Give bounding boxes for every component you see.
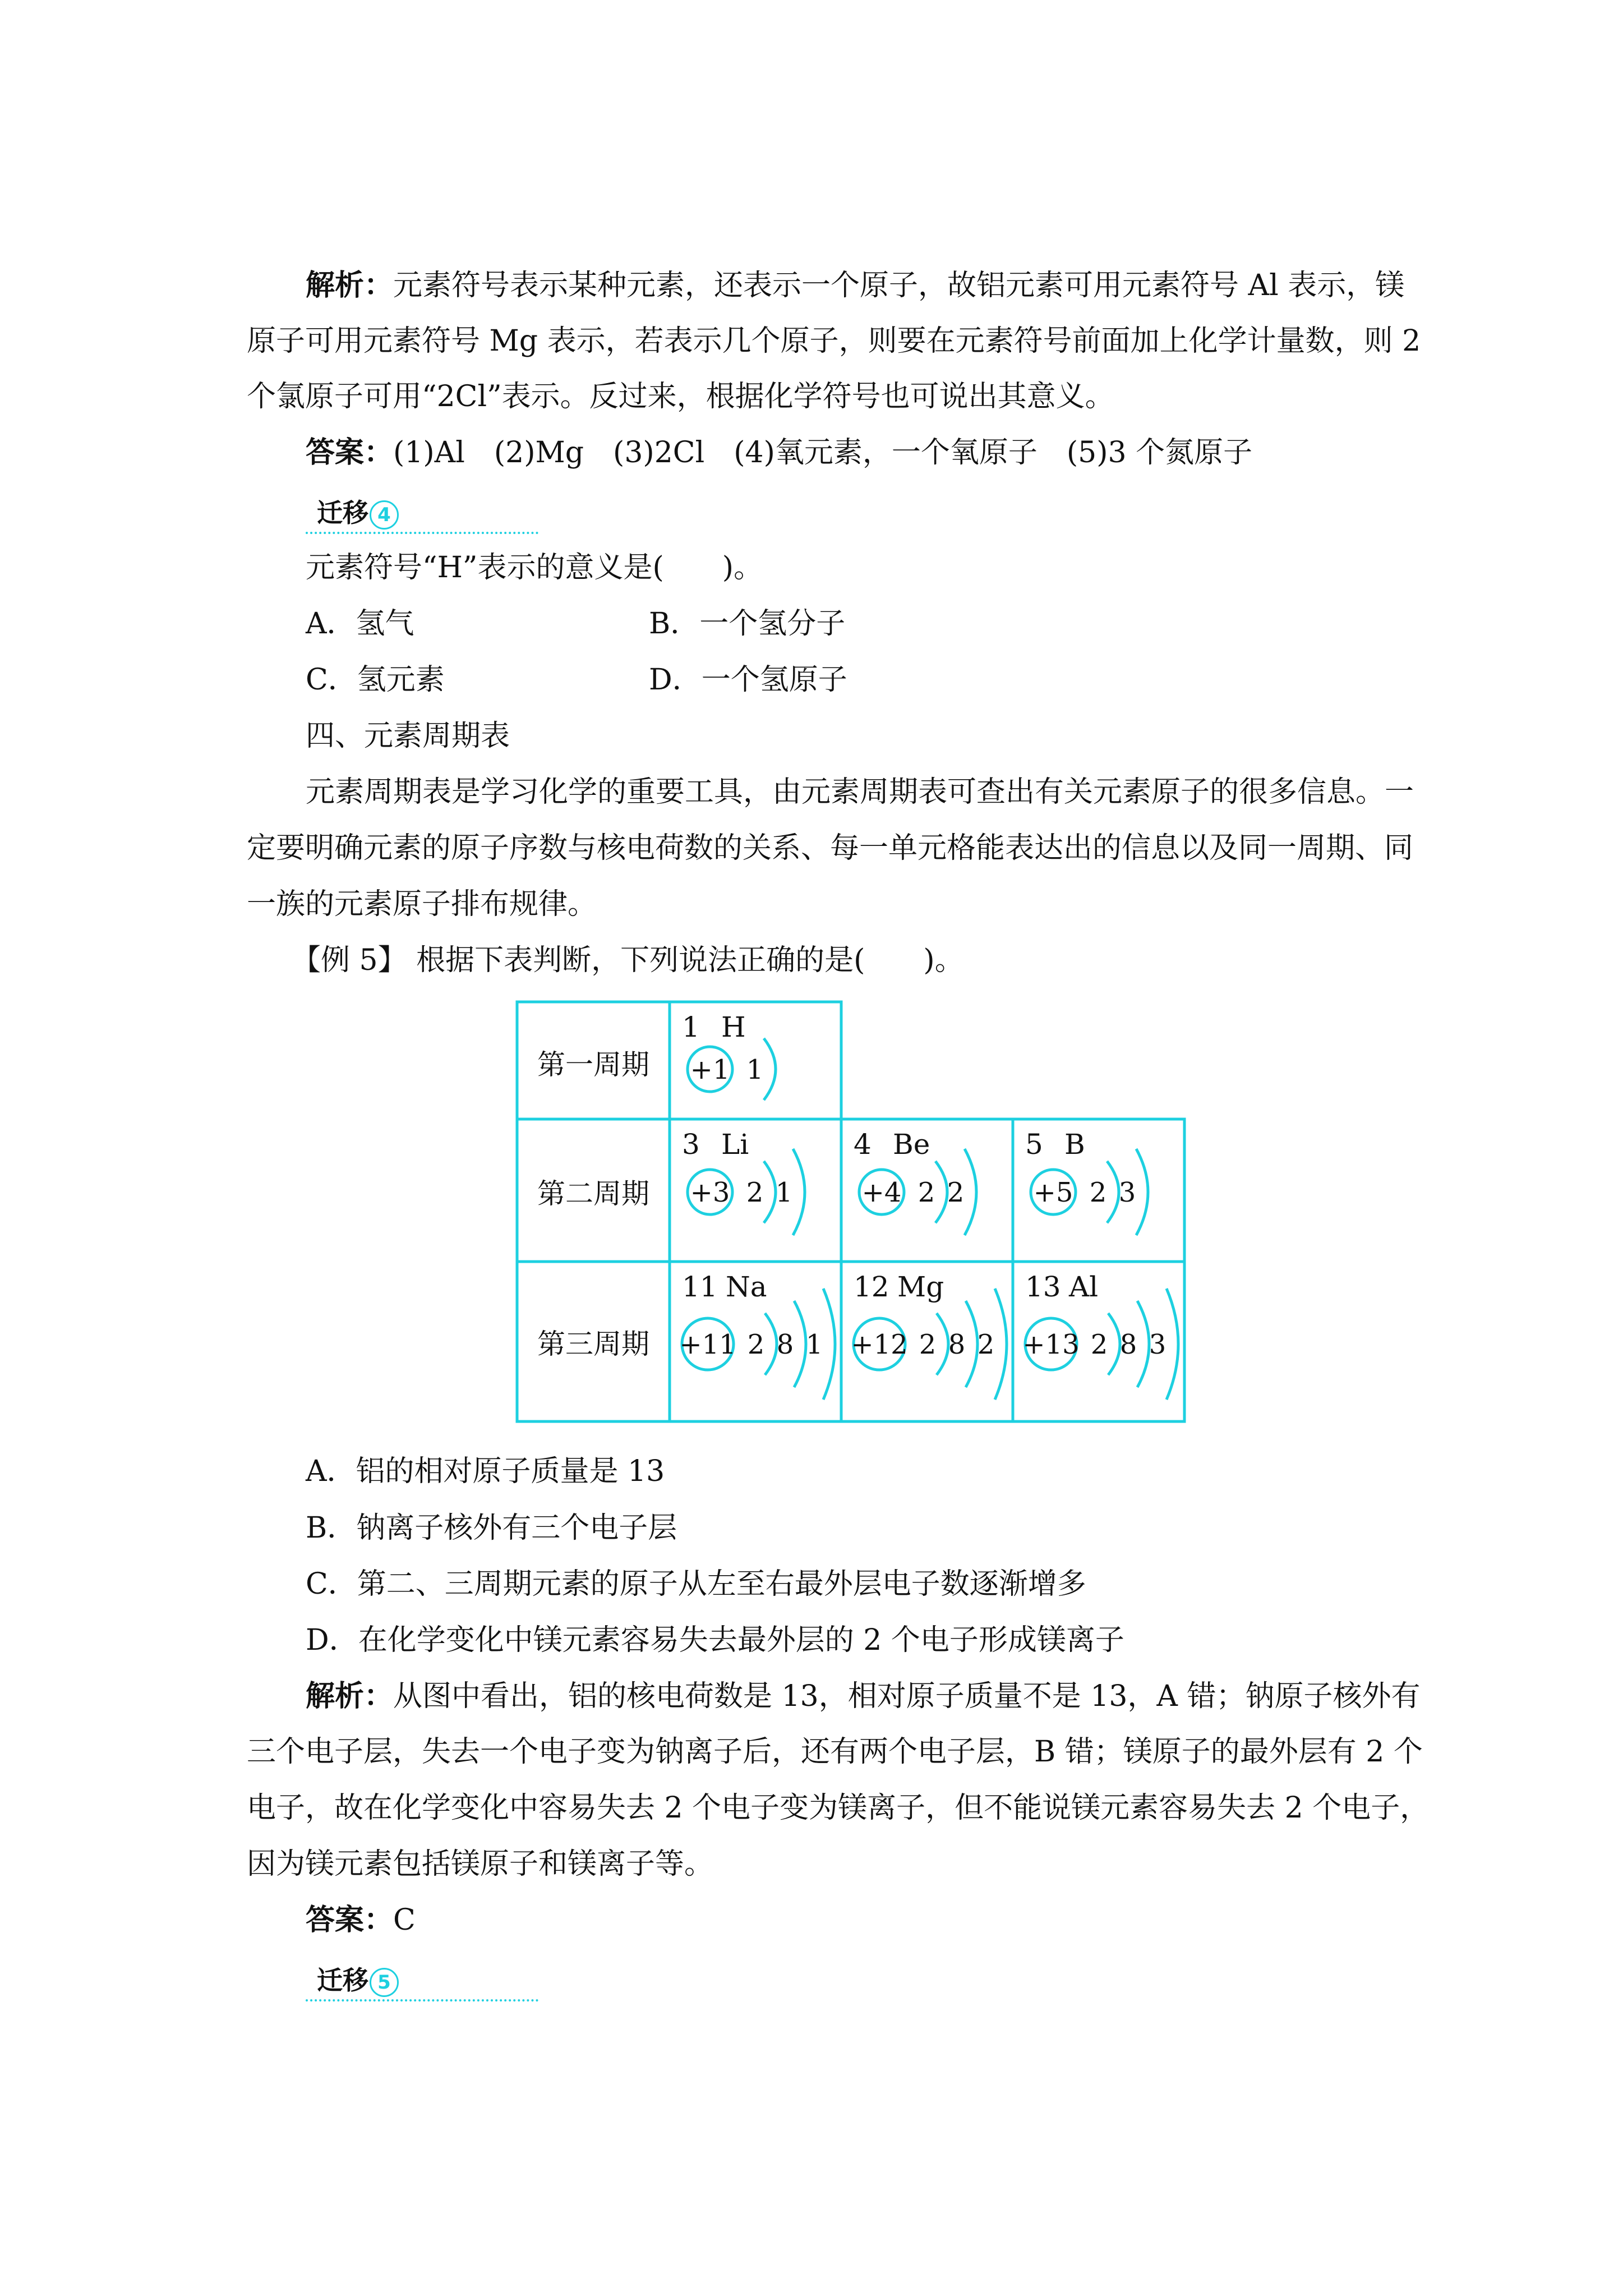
electron-shell-arc (1107, 1161, 1119, 1223)
element-symbol: H (721, 1011, 746, 1043)
element-cell-h (682, 1011, 776, 1100)
row-label-period-2: 第二周期 (537, 1177, 649, 1210)
analysis-5-line-3: 电子，故在化学变化中容易失去 2 个电子变为镁离子，但不能说镁元素容易失去 2 个电子， (247, 1791, 1430, 1825)
atomic-number: 13 (1025, 1271, 1061, 1303)
electron-shell-arc (965, 1149, 976, 1235)
nucleus-circle (688, 1170, 732, 1214)
electron-shell-arc (1137, 1301, 1149, 1387)
cell-border (670, 1119, 841, 1262)
shell-electrons: 2 (919, 1329, 937, 1360)
electron-shell-arc (765, 1313, 777, 1375)
cell-border (517, 1119, 670, 1262)
analysis-label: 解析： (306, 1680, 394, 1713)
example-5-stem: 【例 5】 根据下表判断，下列说法正确的是( )。 (292, 944, 964, 977)
nucleus-circle (1031, 1170, 1076, 1214)
electron-shell-arc (1136, 1149, 1148, 1235)
analysis-text: 从图中看出，铝的核电荷数是 13，相对原子质量不是 13，A 错；钠原子核外有 (393, 1680, 1421, 1713)
move-heading-5 (317, 1963, 399, 1997)
option-4c: C．氢元素 (306, 663, 445, 697)
nucleus-circle (688, 1047, 732, 1092)
answer-label: 答案： (306, 1903, 394, 1937)
analysis-5-line-1 (306, 1677, 1421, 1716)
atomic-number: 12 (854, 1271, 889, 1303)
shell-electrons: 2 (1089, 1177, 1107, 1208)
section-title: 四、元素周期表 (306, 719, 510, 753)
option-5d: D．在化学变化中镁元素容易失去最外层的 2 个电子形成镁离子 (306, 1623, 1124, 1657)
nucleus-charge: +5 (1033, 1177, 1073, 1208)
element-cell-b (1025, 1128, 1148, 1235)
shell-electrons: 2 (746, 1177, 764, 1208)
nucleus-circle (859, 1170, 904, 1214)
analysis-label: 解析： (306, 269, 394, 302)
cell-border (841, 1119, 1013, 1262)
cell-border (841, 1262, 1013, 1421)
nucleus-charge: +11 (679, 1329, 736, 1360)
element-cell-al (1022, 1271, 1178, 1400)
shell-electrons: 3 (1149, 1329, 1166, 1360)
element-symbol: Li (721, 1128, 749, 1161)
analysis-line-3: 个氯原子可用“2Cl”表示。反过来，根据化学符号也可说出其意义。 (247, 380, 1114, 413)
option-4d: D．一个氢原子 (649, 663, 847, 697)
electron-shell-arc (966, 1301, 978, 1387)
atomic-number: 4 (854, 1128, 872, 1161)
cell-border (670, 1002, 841, 1119)
shell-electrons: 1 (775, 1177, 793, 1208)
analysis-5-line-2: 三个电子层，失去一个电子变为钠离子后，还有两个电子层，B 错；镁原子的最外层有 2 个 (247, 1735, 1423, 1769)
nucleus-charge: +13 (1022, 1329, 1080, 1360)
analysis-text: 元素符号表示某种元素，还表示一个原子，故铝元素可用元素符号 Al 表示，镁 (393, 269, 1405, 302)
analysis-line-1 (306, 266, 1404, 305)
electron-shell-arc (937, 1313, 948, 1375)
shell-electrons: 2 (1090, 1329, 1108, 1360)
cell-border (1013, 1262, 1184, 1421)
answer-5-line (306, 1901, 416, 1940)
cell-border (670, 1262, 841, 1421)
circled-number-5: 5 (370, 1968, 399, 1997)
nucleus-charge: +4 (861, 1177, 902, 1208)
option-5c: C．第二、三周期元素的原子从左至右最外层电子数逐渐增多 (306, 1567, 1086, 1601)
move-heading-4 (317, 496, 399, 530)
option-5a: A．铝的相对原子质量是 13 (306, 1455, 665, 1488)
cell-border (517, 1262, 670, 1421)
element-cell-be (854, 1128, 976, 1235)
element-cell-mg (851, 1271, 1007, 1400)
shell-electrons: 2 (917, 1177, 935, 1208)
electron-shell-arc (995, 1289, 1007, 1400)
option-4b: B．一个氢分子 (649, 607, 846, 641)
electron-shell-arc (764, 1161, 776, 1223)
shell-electrons: 2 (747, 1329, 765, 1360)
atomic-number: 11 (682, 1271, 718, 1303)
nucleus-charge: +1 (690, 1054, 730, 1085)
section-para-line-3: 一族的元素原子排布规律。 (247, 887, 597, 921)
shell-electrons: 8 (776, 1329, 794, 1360)
element-symbol: Na (726, 1271, 767, 1303)
circled-number-4: 4 (370, 500, 399, 530)
element-symbol: Mg (897, 1271, 944, 1303)
element-symbol: Be (893, 1128, 930, 1161)
shell-electrons: 2 (977, 1329, 995, 1360)
analysis-5-line-4: 因为镁元素包括镁原子和镁离子等。 (247, 1847, 714, 1881)
move-label: 迁移 (317, 498, 368, 528)
nucleus-circle (1025, 1318, 1077, 1370)
element-symbol: Al (1069, 1271, 1099, 1303)
option-4a: A．氢气 (306, 607, 414, 641)
element-cell-na (679, 1271, 835, 1400)
electron-shell-arc (764, 1038, 776, 1100)
element-cell-li (682, 1128, 805, 1235)
row-label-period-1: 第一周期 (537, 1048, 649, 1081)
nucleus-circle (854, 1318, 905, 1370)
electron-shell-arc (1108, 1313, 1120, 1375)
answer-text: (1)Al (2)Mg (3)2Cl (4)氧元素，一个氧原子 (5)3 个氮原子 (393, 436, 1253, 470)
shell-electrons: 8 (948, 1329, 966, 1360)
electron-shell-arc (823, 1289, 835, 1400)
atomic-number: 3 (682, 1128, 700, 1161)
cell-border (1013, 1119, 1184, 1262)
electron-shell-arc (935, 1161, 947, 1223)
nucleus-circle (682, 1318, 734, 1370)
shell-electrons: 8 (1119, 1329, 1137, 1360)
electron-shell-arc (793, 1149, 805, 1235)
shell-electrons: 2 (947, 1177, 965, 1208)
shell-electrons: 3 (1118, 1177, 1136, 1208)
option-5b: B．钠离子核外有三个电子层 (306, 1511, 677, 1545)
answer-line (306, 433, 1252, 472)
electron-shell-arc (794, 1301, 806, 1387)
cell-border (517, 1002, 670, 1119)
shell-electrons: 1 (805, 1329, 823, 1360)
nucleus-charge: +3 (690, 1177, 730, 1208)
answer-label: 答案： (306, 436, 394, 470)
move-underline-5 (306, 1999, 538, 2001)
row-label-period-3: 第三周期 (537, 1328, 649, 1360)
shell-electrons: 1 (746, 1054, 764, 1085)
question-4-stem: 元素符号“H”表示的意义是( )。 (306, 551, 763, 585)
section-para-line-1: 元素周期表是学习化学的重要工具，由元素周期表可查出有关元素原子的很多信息。一 (306, 775, 1414, 809)
section-para-line-2: 定要明确元素的原子序数与核电荷数的关系、每一单元格能表达出的信息以及同一周期、同 (247, 831, 1414, 865)
atomic-number: 5 (1025, 1128, 1043, 1161)
analysis-line-2: 原子可用元素符号 Mg 表示，若表示几个原子，则要在元素符号前面加上化学计量数，则 2 (247, 324, 1421, 358)
answer-text: C (393, 1903, 416, 1937)
move-label: 迁移 (317, 1965, 368, 1995)
element-symbol: B (1064, 1128, 1085, 1161)
electron-shell-arc (1166, 1289, 1178, 1400)
atomic-number: 1 (682, 1011, 700, 1043)
nucleus-charge: +12 (851, 1329, 908, 1360)
move-underline-4 (306, 532, 538, 534)
